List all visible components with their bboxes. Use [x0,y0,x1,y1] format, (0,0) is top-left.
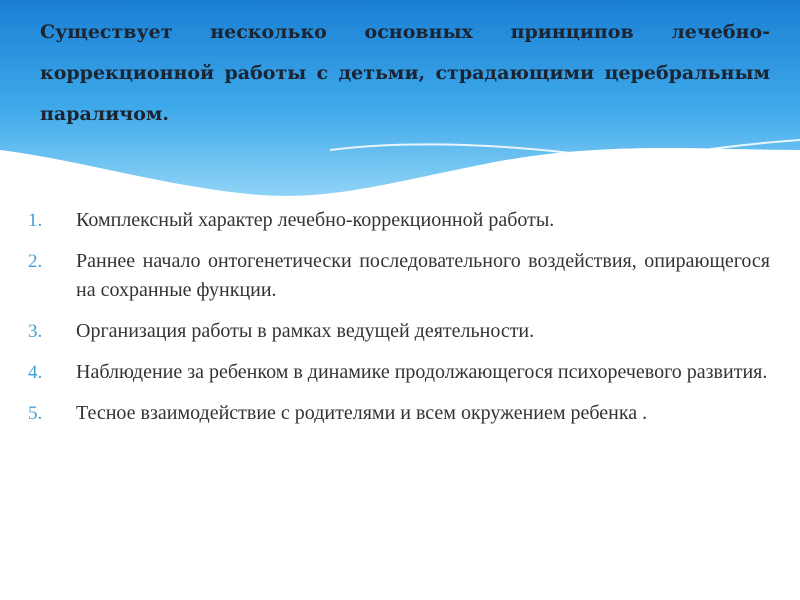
list-item-text: Наблюдение за ребенком в динамике продолжающегося психоречевого развития. [76,361,768,383]
slide-title: Существует несколько основных принципов лечебно-коррекционной работы с детьми, страдающими церебральным параличом. [40,21,770,125]
list-number: 5. [28,403,43,424]
list-item-text: Комплексный характер лечебно-коррекционной работы. [76,209,555,231]
list-item [28,399,770,428]
principles-list [28,206,770,440]
list-item [28,317,770,346]
list-number: 4. [28,362,43,383]
list-number: 2. [28,251,43,272]
list-number: 1. [28,210,43,231]
list-item-text: Организация работы в рамках ведущей деятельности. [76,320,535,342]
list-item [28,247,770,305]
list-item-text: Раннее начало онтогенетически последовательного воздействия, опирающегося на сохранные функции. [76,250,770,301]
list-item [28,358,770,387]
list-item [28,206,770,235]
list-item-text: Тесное взаимодействие с родителями и всем окружением ребенка . [76,402,648,424]
list-number: 3. [28,321,43,342]
